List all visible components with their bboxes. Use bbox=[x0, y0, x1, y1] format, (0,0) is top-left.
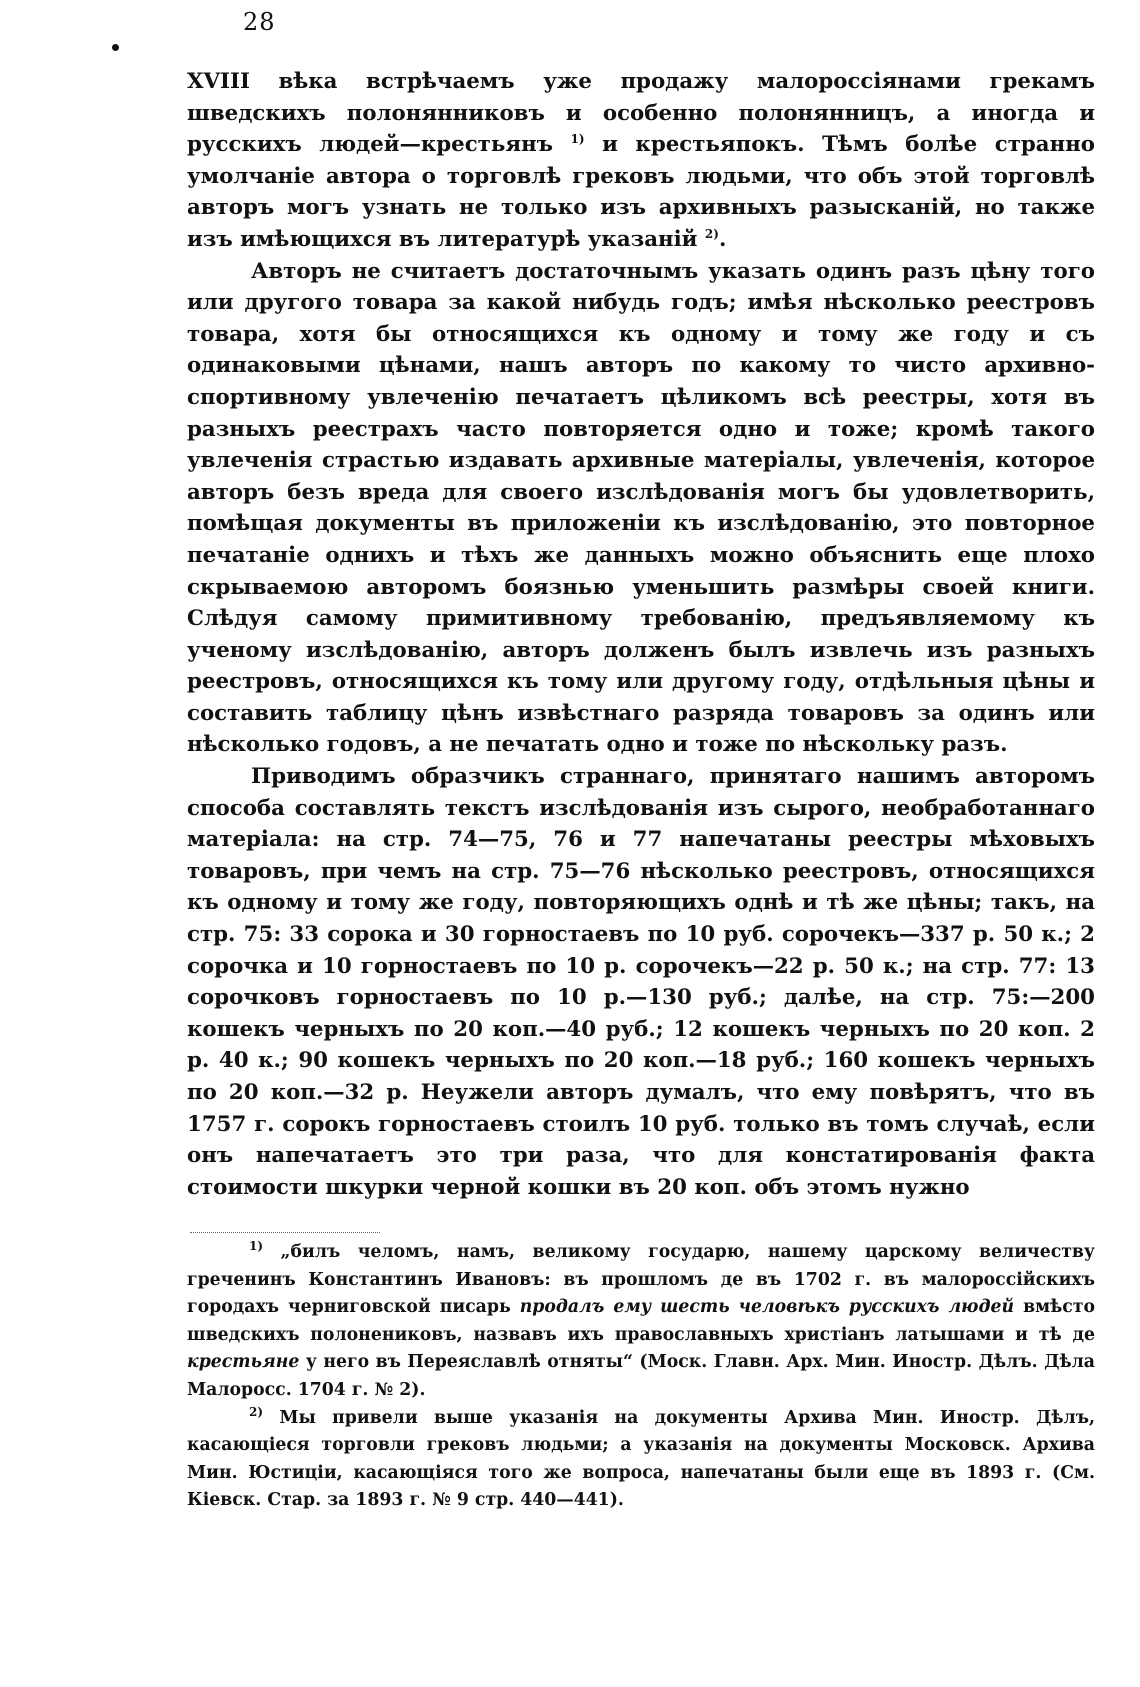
footnote-ref-2[interactable]: 2) bbox=[704, 226, 719, 241]
footnote-1-part-1: „билъ челомъ, намъ, великому государю, нашему царскому величеству греченинъ Константинъ Ивановъ: въ прошломъ де въ 1702 г. въ малороссійскихъ городахъ черниговской писарь bbox=[187, 1242, 1095, 1318]
paragraph-1 bbox=[187, 66, 1095, 256]
footnote-1-marker: 1) bbox=[249, 1239, 264, 1254]
footnote-1-part-2: вмѣсто шведскихъ полонениковъ, назвавъ ихъ православныхъ христіанъ латышами и тѣ де bbox=[187, 1297, 1095, 1345]
paragraph-1-part-3: . bbox=[718, 226, 727, 252]
footnote-1-italic-2: крестьяне bbox=[187, 1352, 300, 1373]
paragraph-1-part-2: и крестьяпокъ. Тѣмъ болѣе странно умолчаніе автора о торговлѣ грековъ людьми, что объ этой торговлѣ авторъ могъ узнать не только изъ архивныхъ разысканій, но также изъ имѣющихся въ литературѣ указаній bbox=[187, 132, 1095, 252]
footnotes bbox=[187, 1239, 1095, 1515]
paragraph-3: Приводимъ образчикъ страннаго, принятаго нашимъ авторомъ способа составлять текстъ изслѣдованія изъ сырого, необработаннаго матеріала: на стр. 74—75, 76 и 77 напечатаны реестры мѣховыхъ товаровъ, при чемъ на стр. 75—76 нѣсколько реестровъ, относящихся къ одному и тому же году, повторяющихъ однѣ и тѣ же цѣны; такъ, на стр. 75: 33 сорока и 30 горностаевъ по 10 руб. сорочекъ—337 р. 50 к.; 2 сорочка и 10 горностаевъ по 10 р. сорочекъ—22 р. 50 к.; на стр. 77: 13 сорочковъ горностаевъ по 10 р.—130 руб.; далѣе, на стр. 75:—200 кошекъ черныхъ по 20 коп.—40 руб.; 12 кошекъ черныхъ по 20 коп. 2 р. 40 к.; 90 кошекъ черныхъ по 20 коп.—18 руб.; 160 кошекъ черныхъ по 20 коп.—32 р. Неужели авторъ думалъ, что ему повѣрятъ, что въ 1757 г. сорокъ горностаевъ стоилъ 10 руб. только въ томъ случаѣ, если онъ напечатаетъ это три раза, что для констатированія факта стоимости шкурки черной кошки въ 20 коп. объ этомъ нужно bbox=[187, 764, 1095, 1200]
paragraph-2: Авторъ не считаетъ достаточнымъ указать одинъ разъ цѣну того или другого товара за какой нибудь годъ; имѣя нѣсколько реестровъ товара, хотя бы относящихся къ одному и тому же году и съ одинаковыми цѣнами, нашъ авторъ по какому то чисто архивно-спортивному увлеченію печатаетъ цѣликомъ всѣ реестры, хотя въ разныхъ реестрахъ часто повторяется одно и тоже; кромѣ такого увлеченія страстью издавать архивные матеріалы, увлеченія, которое авторъ безъ вреда для своего изслѣдованія могъ бы удовлетворить, помѣщая документы въ приложеніи къ изслѣдованію, это повторное печатаніе однихъ и тѣхъ же данныхъ можно объяснить еще плохо скрываемою авторомъ боязнью уменьшить размѣры своей книги. Слѣдуя самому примитивному требованію, предъявляемому къ ученому изслѣдованію, авторъ долженъ былъ извлечь изъ разныхъ реестровъ, относящихся къ тому или другому году, отдѣльныя цѣны и составить таблицу цѣнъ извѣстнаго разряда товаровъ за одинъ или нѣсколько годовъ, а не печатать одно и тоже по нѣскольку разъ. bbox=[187, 258, 1095, 758]
footnote-ref-1[interactable]: 1) bbox=[570, 132, 585, 147]
paragraph-1-part-1: XVIII вѣка встрѣчаемъ уже продажу малороссіянами грекамъ шведскихъ полонянниковъ и особенно полонянницъ, а иногда и русскихъ людей—крестьянъ bbox=[187, 69, 1095, 158]
margin-dot bbox=[112, 44, 119, 51]
footnote-2-marker: 2) bbox=[249, 1404, 264, 1419]
footnote-divider bbox=[190, 1232, 380, 1233]
footnote-2-text: Мы привели выше указанія на документы Архива Мин. Иностр. Дѣлъ, касающіеся торговли грековъ людьми; а указанія на документы Московск. Архива Мин. Юстиціи, касающіяся того же вопроса, напечатаны были еще въ 1893 г. (См. Кіевск. Стар. за 1893 г. № 9 стр. 440—441). bbox=[187, 1407, 1095, 1511]
footnote-2 bbox=[187, 1405, 1095, 1515]
footnote-1-part-3: у него въ Переяславлѣ отняты“ (Моск. Главн. Арх. Мин. Иностр. Дѣлъ. Дѣла Малоросс. 1704 г. № 2). bbox=[187, 1352, 1095, 1400]
main-text bbox=[187, 66, 1095, 1203]
footnote-1 bbox=[187, 1239, 1095, 1405]
page-number: 28 bbox=[243, 8, 276, 36]
footnote-1-italic-1: продалъ ему шесть человѣкъ русскихъ людей bbox=[519, 1297, 1015, 1318]
